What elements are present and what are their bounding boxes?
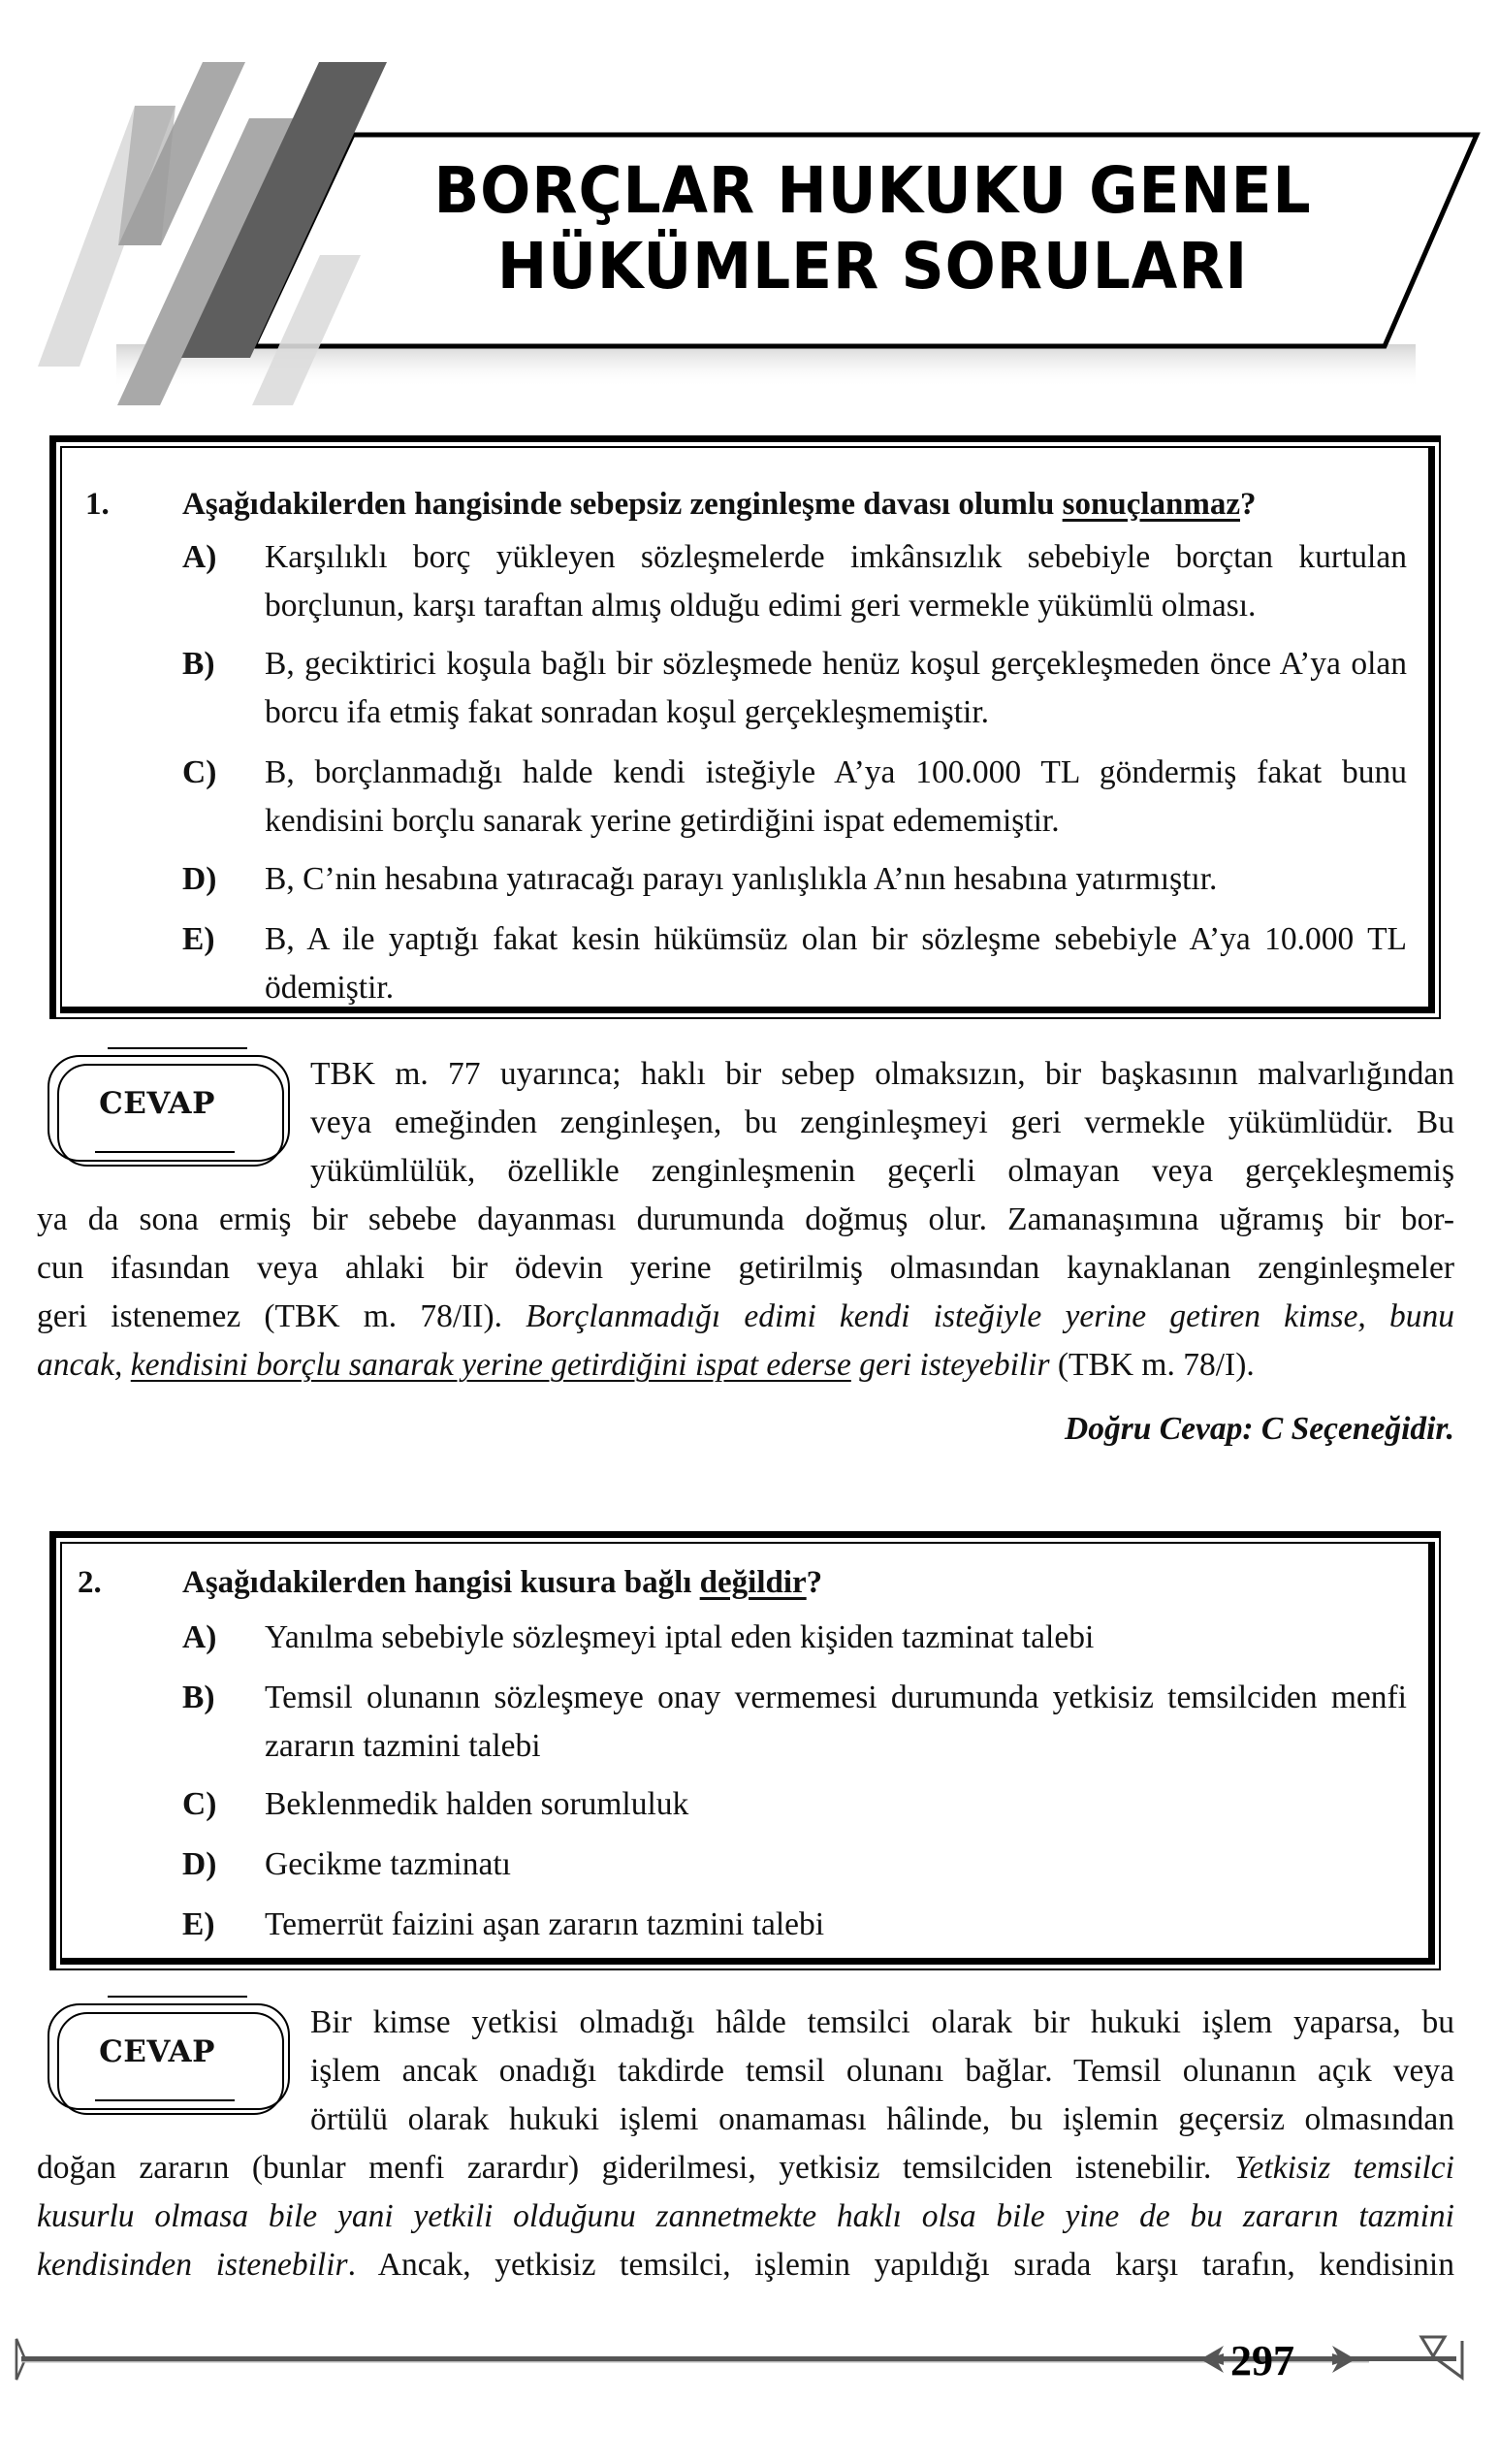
option-a[interactable] [182,533,1407,630]
option-text: Beklenmedik halden sorumluluk [265,1786,689,1822]
title-line-1: BORÇLAR HUKUKU GENEL [433,153,1312,228]
italic-text: kusurlu olmasa bile yani yetkili olduğunu zannetmekte haklı olsa bile yine de bu zararın tazmini [37,2198,1454,2234]
option-letter: A) [182,1619,217,1655]
italic-text: kendisinden istenebilir [37,2247,348,2283]
question-2-box [49,1531,1441,1970]
explanation-line: işlem ancak onadığı takdirde temsil olunanı bağlar. Temsil olunanın açık veya [310,2053,1454,2089]
question-number: 2. [78,1565,102,1600]
option-letter: C) [182,1786,217,1822]
explanation-line: TBK m. 77 uyarınca; haklı bir sebep olmaksızın, bir başkasının malvarlığından [310,1056,1454,1092]
option-text: B, A ile yaptığı fakat kesin hükümsüz olan bir sözleşme sebebiyle A’ya 10.000 TL ödemiştir. [265,921,1407,1006]
badge-label: CEVAP [99,1086,215,1121]
option-text: Gecikme tazminatı [265,1846,511,1882]
explanation-line: örtülü olarak hukuki işlemi onamaması hâlinde, bu işlemin geçersiz olmasından [310,2101,1454,2137]
stem-emphasis-underlined: değildir [699,1565,807,1600]
question-text [182,485,1257,524]
italic-text: geri isteyebilir [850,1347,1050,1383]
question-1-box [49,435,1441,1019]
italic-text: Yetkisiz temsilci [1233,2150,1454,2186]
italic-text: ancak, [37,1347,131,1383]
stem-punct: ? [1240,487,1257,522]
plain-text: (TBK m. 78/I). [1049,1347,1255,1383]
explanation-line: Bir kimse yetkisi olmadığı hâlde temsilci olarak bir hukuki işlem yaparsa, bu [310,2004,1454,2040]
question-1-inner-frame [60,446,1435,1013]
explanation-2 [37,1999,1454,2289]
option-letter: D) [182,861,217,897]
option-d[interactable] [182,855,1407,904]
option-letter: A) [182,539,217,575]
option-c[interactable] [182,749,1407,846]
plain-text: geri istenemez (TBK m. 78/II). [37,1298,526,1334]
explanation-line [37,2144,1454,2192]
option-letter: B) [182,1680,215,1715]
stem-text: Aşağıdakilerden hangisinde sebepsiz zenginleşme davası olumlu [182,487,1063,522]
option-text: Yanılma sebebiyle sözleşmeyi iptal eden kişiden tazminat talebi [265,1619,1095,1655]
option-text: B, C’nin hesabına yatıracağı parayı yanlışlıkla A’nın hesabına yatırmıştır. [265,861,1218,897]
option-a[interactable] [182,1614,1407,1662]
option-letter: E) [182,1906,215,1942]
option-c[interactable] [182,1780,1407,1829]
option-text: Karşılıklı borç yükleyen sözleşmelerde imkânsızlık sebebiyle borçtan kurtulan borçlunun, karşı taraftan almış olduğu edimi geri vermekle yükümlü olması. [265,539,1407,624]
explanation-line: yükümlülük, özellikle zenginleşmenin geçerli olmayan veya gerçekleşmemiş [310,1153,1454,1189]
option-text: Temsil olunanın sözleşmeye onay vermemesi durumunda yetkisiz temsilciden menfi zararın tazmini talebi [265,1680,1407,1764]
question-number: 1. [85,487,110,522]
badge-label: CEVAP [99,2034,215,2069]
option-e[interactable] [182,915,1407,1012]
explanation-line: veya emeğinden zenginleşen, bu zenginleşmeyi geri vermekle yükümlüdür. Bu [310,1104,1454,1140]
plain-text: . Ancak, yetkisiz temsilci, işlemin yapıldığı sırada karşı tarafın, kendisinin [347,2247,1454,2283]
option-text: B, borçlanmadığı halde kendi isteğiyle A’ya 100.000 TL göndermiş fakat bunu kendisini borçlu sanarak yerine getirdiğini ispat edememiştir. [265,754,1407,839]
page-title [332,153,1414,304]
option-text: B, geciktirici koşula bağlı bir sözleşmede henüz koşul gerçekleşmeden önce A’ya olan borcu ifa etmiş fakat sonradan koşul gerçekleşmemiştir. [265,646,1407,730]
option-letter: E) [182,921,215,957]
option-b[interactable] [182,640,1407,737]
page-number: 297 [1230,2337,1294,2384]
question-text [182,1563,822,1602]
explanation-line [37,2241,1454,2289]
correct-answer-label: Doğru Cevap: C Seçeneğidir. [1065,1411,1454,1447]
stem-emphasis-underlined: sonuçlanmaz [1062,487,1240,522]
explanation-line [37,1341,1454,1390]
explanation-1 [37,1050,1454,1390]
option-text: Temerrüt faizini aşan zararın tazmini talebi [265,1906,825,1942]
option-b[interactable] [182,1674,1407,1771]
plain-text: doğan zararın (bunlar menfi zarardır) giderilmesi, yetkisiz temsilciden istenebilir. [37,2150,1234,2186]
option-letter: D) [182,1846,217,1882]
stem-punct: ? [806,1565,823,1600]
option-letter: B) [182,646,215,682]
page-footer [0,2327,1499,2395]
italic-text: Borçlanmadığı edimi kendi isteğiyle yerine getiren kimse, bunu [526,1298,1454,1334]
title-line-2: HÜKÜMLER SORULARI [496,229,1249,304]
option-letter: C) [182,754,217,790]
explanation-line: cun ifasından veya ahlaki bir ödevin yerine getirilmiş olmasından kaynaklanan zenginleşmeler [37,1250,1454,1286]
explanation-line [37,2192,1454,2241]
explanation-line: ya da sona ermiş bir sebebe dayanması durumunda doğmuş olur. Zamanaşımına uğramış bir bor- [37,1201,1454,1237]
option-d[interactable] [182,1840,1407,1889]
chapter-header-banner [0,0,1499,417]
explanation-line [37,1293,1454,1341]
option-e[interactable] [182,1901,1407,1949]
question-2-inner-frame [60,1542,1435,1965]
italic-underlined-text: kendisini borçlu sanarak yerine getirdiğini ispat ederse [130,1347,851,1383]
stem-text: Aşağıdakilerden hangisi kusura bağlı [182,1565,700,1600]
footer-line [21,2356,1369,2361]
